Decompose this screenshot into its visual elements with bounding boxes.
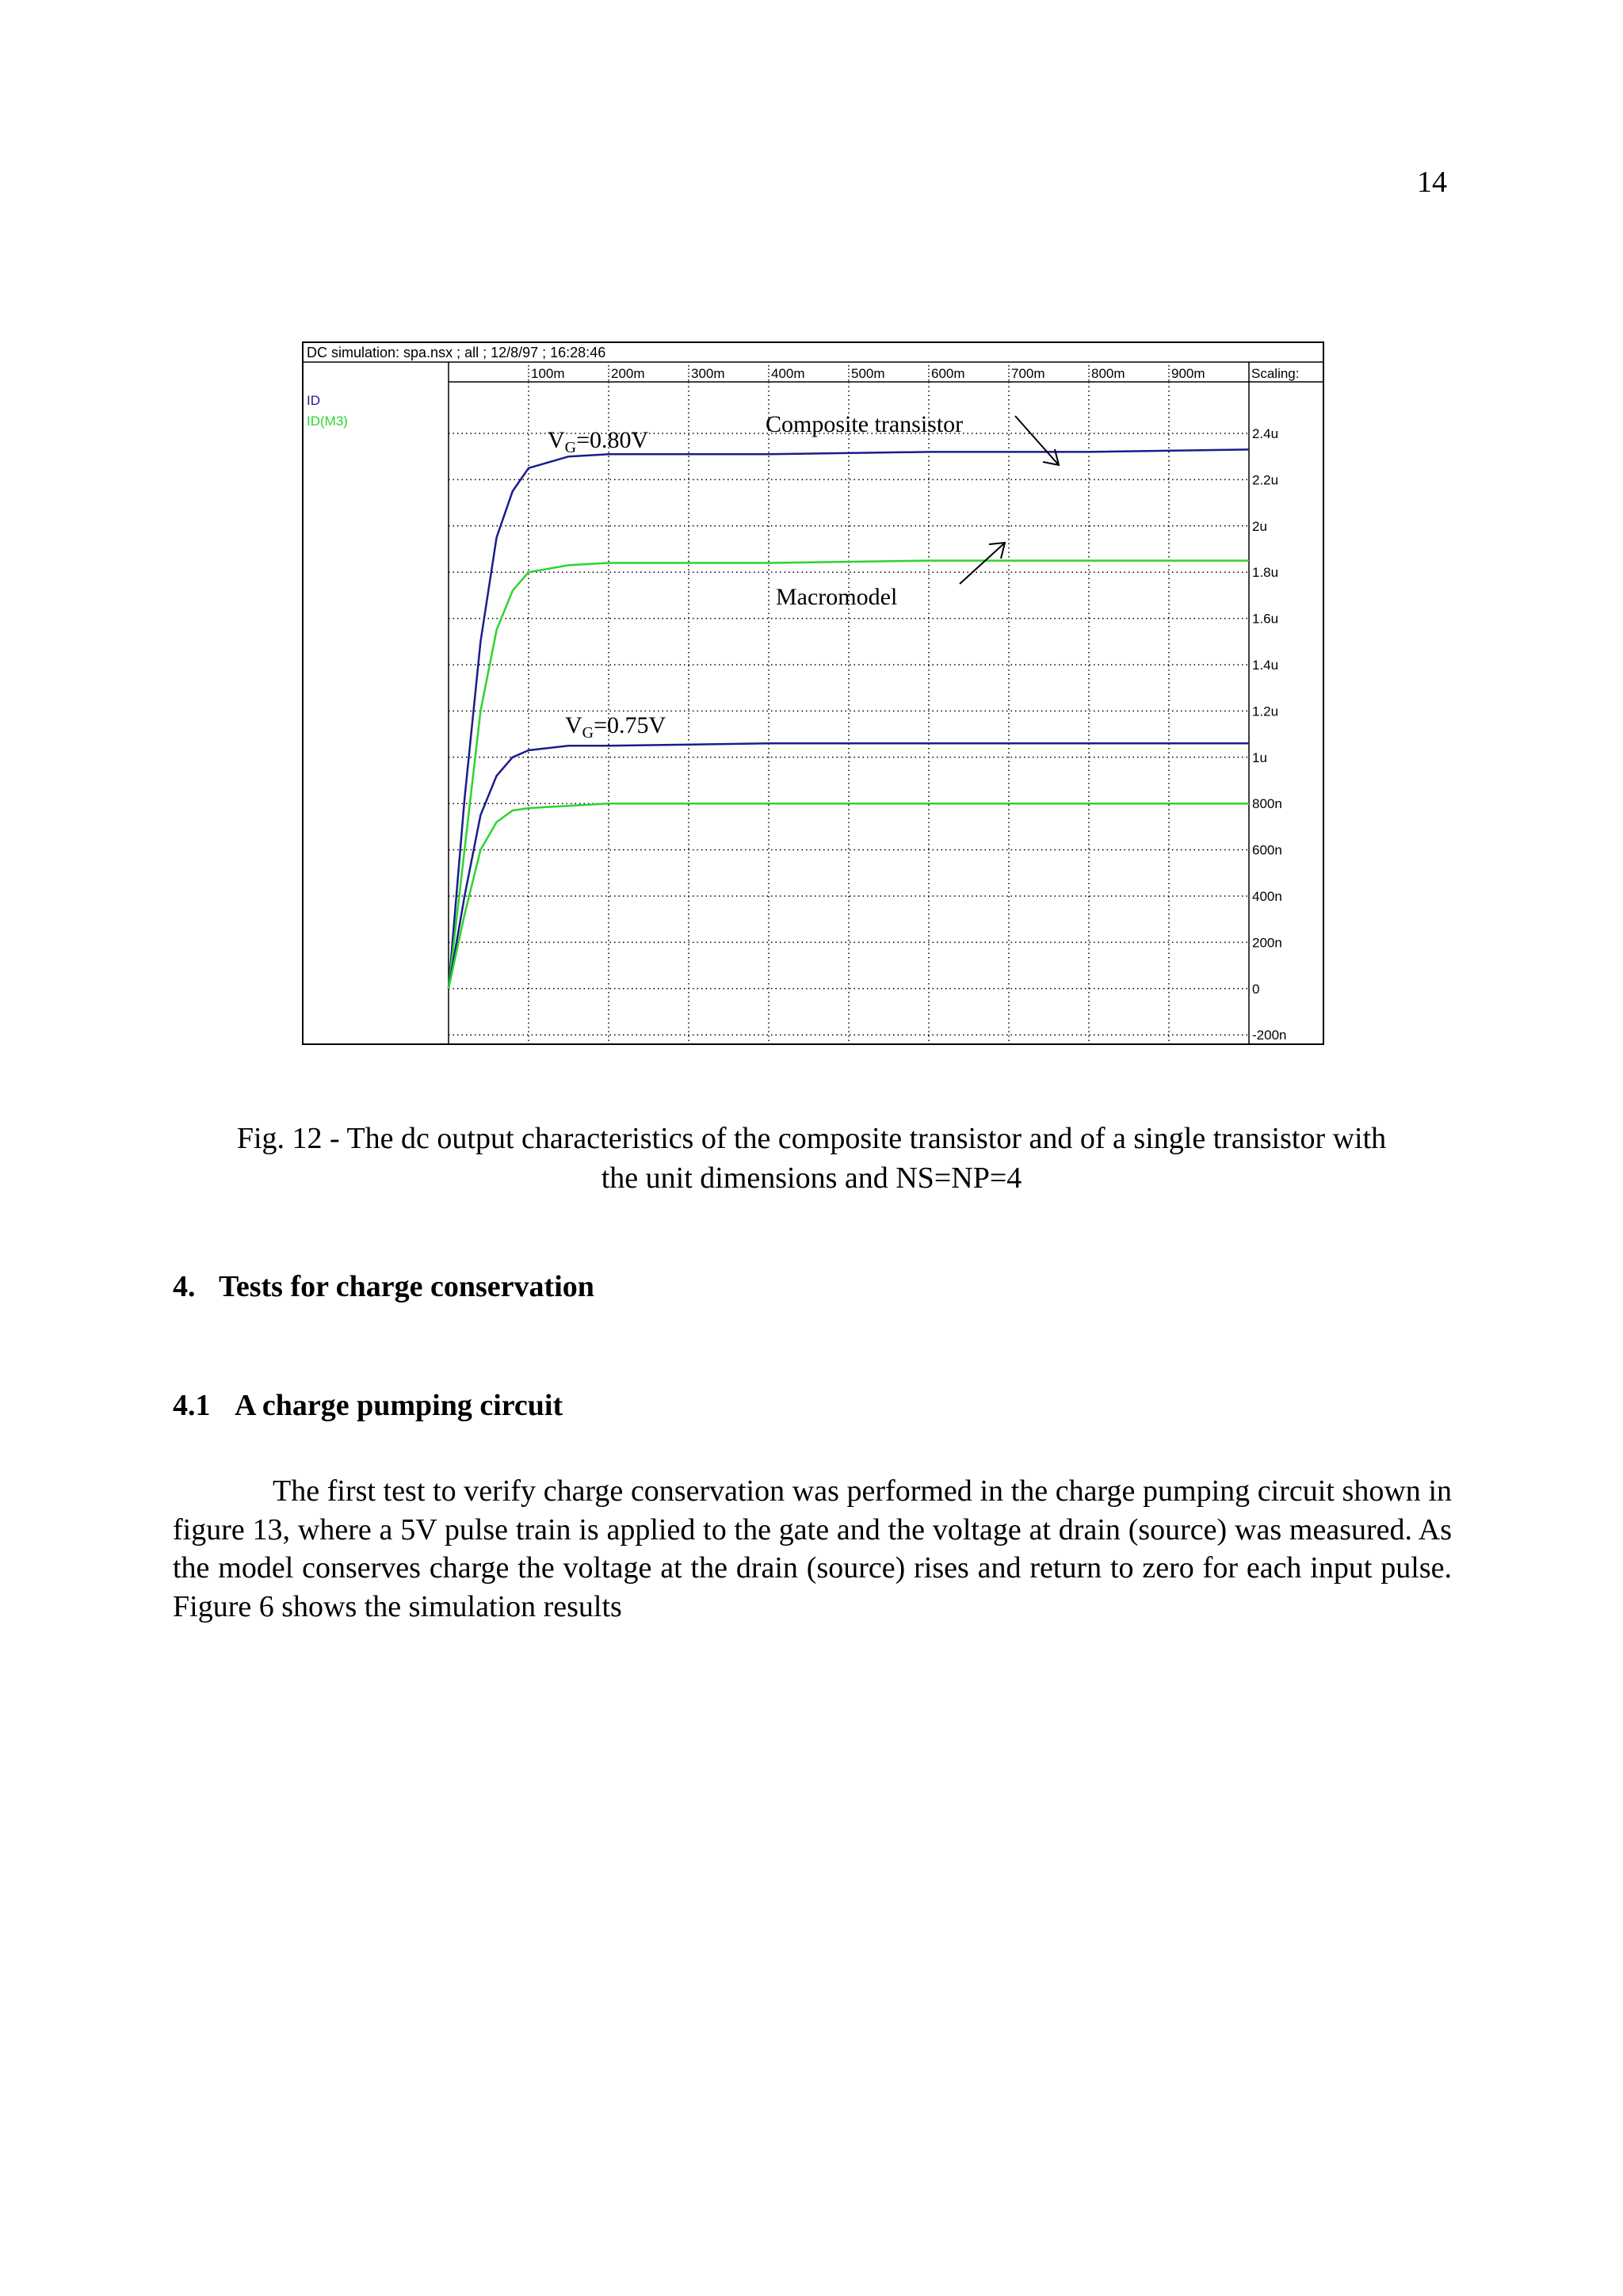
y-tick-label: 1.4u xyxy=(1252,658,1279,673)
dc-simulation-chart xyxy=(302,341,1324,1045)
y-tick-label: 1.8u xyxy=(1252,565,1279,581)
section-title: Tests for charge conservation xyxy=(219,1270,594,1303)
y-tick-label: 2.4u xyxy=(1252,426,1279,441)
body-paragraph: The first test to verify charge conservation was performed in the charge pumping circuit shown in figure 13, where a 5V pulse train is applied to the gate and the voltage at drain (source) was measured. As the model conserves charge the voltage at the drain (source) rises and return to zero for each input pulse. Figure 6 shows the simulation results xyxy=(173,1474,1452,1623)
y-tick-label: 1.2u xyxy=(1252,704,1279,719)
vg080-label: $V_G=0.80V$ xyxy=(548,427,649,456)
macromodel-label: Macromodel xyxy=(776,584,898,610)
caption-line-2: the unit dimensions and NS=NP=4 xyxy=(601,1161,1022,1195)
y-tick-label: 800n xyxy=(1252,796,1282,812)
subsection-number: 4.1 xyxy=(173,1389,211,1422)
x-tick-label: 500m xyxy=(851,366,885,381)
x-tick-label: 300m xyxy=(691,366,725,381)
x-tick-label: 400m xyxy=(771,366,805,381)
caption-line-1: Fig. 12 - The dc output characteristics of the composite transistor and of a single transistor with xyxy=(236,1122,1387,1155)
y-tick-label: 600n xyxy=(1252,842,1282,858)
y-tick-label: 2.2u xyxy=(1252,472,1279,488)
y-tick-label: -200n xyxy=(1252,1028,1287,1043)
x-tick-label: 200m xyxy=(611,366,645,381)
composite-transistor-label: Composite transistor xyxy=(766,411,964,437)
legend-id-m3: ID(M3) xyxy=(307,414,348,429)
scaling-label: Scaling: xyxy=(1251,366,1300,381)
y-tick-label: 1.6u xyxy=(1252,611,1279,627)
x-tick-label: 800m xyxy=(1091,366,1125,381)
y-tick-label: 2u xyxy=(1252,518,1267,534)
x-tick-label: 900m xyxy=(1171,366,1205,381)
x-tick-labels xyxy=(529,365,1205,382)
simulation-header: DC simulation: spa.nsx ; all ; 12/8/97 ; 16:28:46 xyxy=(307,345,606,360)
annotation-vg075 xyxy=(565,712,666,742)
page-number: 14 xyxy=(1417,166,1447,199)
subsection-title: A charge pumping circuit xyxy=(235,1389,563,1422)
y-tick-label: 200n xyxy=(1252,935,1282,951)
y-tick-label: 400n xyxy=(1252,889,1282,904)
x-tick-label: 100m xyxy=(531,366,565,381)
section-heading xyxy=(173,1269,594,1304)
x-tick-label: 600m xyxy=(931,366,965,381)
legend-id: ID xyxy=(307,393,320,408)
vg075-label: $V_G=0.75V$ xyxy=(565,712,666,742)
figure-caption xyxy=(143,1119,1480,1198)
annotation-vg080 xyxy=(548,427,649,456)
x-tick-label: 700m xyxy=(1011,366,1045,381)
section-number: 4. xyxy=(173,1270,196,1303)
subsection-heading xyxy=(173,1388,563,1423)
chart-frame xyxy=(303,342,1323,1044)
y-tick-label: 0 xyxy=(1252,981,1260,997)
y-tick-label: 1u xyxy=(1252,749,1267,765)
